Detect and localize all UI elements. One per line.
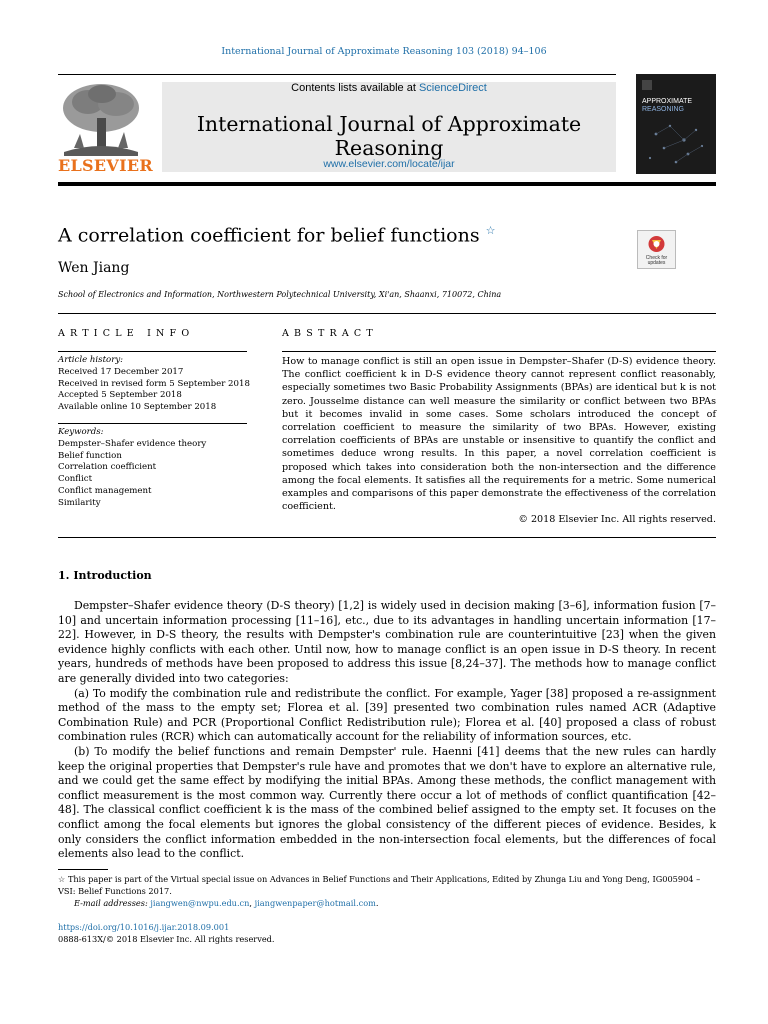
keywords-list xyxy=(58,427,206,510)
keyword-item: Dempster–Shafer evidence theory xyxy=(58,438,207,449)
abstract-bottom-rule xyxy=(58,537,716,538)
check-for-updates-button[interactable] xyxy=(637,230,676,269)
journal-url-link[interactable]: www.elsevier.com/locate/ijar xyxy=(323,158,455,170)
article-history xyxy=(58,355,250,414)
introduction-body xyxy=(58,599,716,862)
journal-citation-link[interactable]: International Journal of Approximate Reasoning 103 (2018) 94–106 xyxy=(221,46,547,57)
title-bottom-rule xyxy=(58,313,716,314)
journal-cover-image xyxy=(636,74,716,174)
badge-text-2: updates xyxy=(647,260,666,266)
contents-prefix: Contents lists available at xyxy=(291,82,419,94)
email-link-1[interactable]: jiangwen@nwpu.edu.cn xyxy=(150,898,250,908)
article-info-heading: ARTICLE INFO xyxy=(58,328,195,339)
email-label: E-mail addresses: xyxy=(74,898,148,908)
cover-title-line-1: APPROXIMATE xyxy=(642,98,693,105)
abstract-heading: ABSTRACT xyxy=(282,328,378,339)
badge-text-1: Check for xyxy=(645,255,668,261)
issn-copyright: 0888-613X/© 2018 Elsevier Inc. All rights reserved. xyxy=(58,934,275,944)
keywords-label: Keywords: xyxy=(58,427,104,437)
intro-paragraph: Dempster–Shafer evidence theory (D-S theory) [1,2] is widely used in decision making [3–6], information fusion [7–10] and uncertain information processing [11–16], etc., due to its advantages in handling uncertain information [17–22]. However, in D-S theory, the results with Dempster's combination rule are counterintuitive [23] when the given evidence highly conflicts with each other. Until now, how to manage conflict is an open issue in D-S theory. In recent years, hundreds of methods have been proposed to address this issue [8,24–37]. The methods how to manage conflict are generally divided into two categories: xyxy=(58,599,716,685)
abstract-rule xyxy=(282,351,716,352)
article-info-rule xyxy=(58,351,247,352)
top-rule xyxy=(58,74,616,75)
history-item: Received in revised form 5 September 2018 xyxy=(58,378,250,389)
sciencedirect-link[interactable]: ScienceDirect xyxy=(418,82,487,94)
history-label: Article history: xyxy=(58,355,124,365)
abstract-copyright: © 2018 Elsevier Inc. All rights reserved. xyxy=(518,514,716,526)
article-title-text: A correlation coefficient for belief functions xyxy=(58,224,480,247)
footnote-emails xyxy=(74,898,714,910)
cover-title-line-2: REASONING xyxy=(642,106,685,113)
elsevier-tree-logo xyxy=(58,82,144,156)
keyword-item: Similarity xyxy=(58,497,101,508)
keywords-rule xyxy=(58,423,247,424)
abstract-text: How to manage conflict is still an open issue in Dempster–Shafer (D-S) evidence theory. The conflict coefficient k in D-S evidence theory cannot represent conflict reasonably, especially sometimes two Basic Probability Assignments (BPAs) are identical but k is not zero. Jousselme distance can well measure the similarity or conflict between two BPAs but it becomes invalid in some cases. Some scholars introduced the concept of correlation coefficient to measure the similarity of two BPAs. However, existing correlation coefficients of BPAs are unstable or insensitive to quantify the conflict and sometimes deduce wrong results. In this paper, a novel correlation coefficient is proposed which takes into consideration both the non-intersection and the difference among the focal elements. It satisfies all the requirements for a metric. Some numerical examples and comparisons of this paper demonstrate the effectiveness of the correlation coefficient. xyxy=(282,356,716,513)
author-name[interactable]: Wen Jiang xyxy=(58,260,130,276)
elsevier-wordmark: ELSEVIER xyxy=(58,156,153,175)
abstract-body xyxy=(282,355,716,527)
keyword-item: Correlation coefficient xyxy=(58,462,157,473)
footnote-rule xyxy=(58,869,108,870)
article-title xyxy=(58,224,496,246)
history-item: Available online 10 September 2018 xyxy=(58,402,217,413)
footnote-special-issue: ☆ This paper is part of the Virtual special issue on Advances in Belief Functions and Their Applications, Edited by Zhunga Liu and Yong Deng, IG005904 – VSI: Belief Functions 2017. xyxy=(58,874,701,896)
intro-paragraph: (a) To modify the combination rule and redistribute the conflict. For example, Yager [38] proposed a re-assignment method of the mass to the empty set; Florea et al. [39] presented two combination rules named ACR (Adaptive Combination Rule) and PCR (Proportional Conflict Redistribution rule); Florea et al. [40] proposed a class of robust combination rules (RCR) which can automatically account for the reliability of information sources, etc. xyxy=(58,686,716,744)
author-affiliation: School of Electronics and Information, Northwestern Polytechnical University, Xi'an, Shaanxi, 710072, China xyxy=(58,290,502,299)
cover-title xyxy=(642,98,712,114)
journal-title: International Journal of Approximate Reasoning xyxy=(196,112,582,160)
keyword-item: Conflict management xyxy=(58,485,152,496)
intro-paragraph: (b) To modify the belief functions and remain Dempster' rule. Haenni [41] deems that the new rules can hardly keep the original properties that Dempster's rule have and promotes that we don't have to explore an alternative rule, and we could get the same effect by modifying the initial BPAs. Among these methods, the conflict management with conflict measurement is the most common way. Currently there occur a lot of methods of conflict quantification [42–48]. The classical conflict coefficient k is the mass of the combined belief assigned to the empty set. It focuses on the conflict among the focal elements but ignores the global consistency of the different pieces of evidence. Besides, k only considers the conflict information embedded in the non-intersection focal elements, but the differences of focal elements also lead to the conflict. xyxy=(58,744,716,861)
title-footnote-star-icon[interactable]: ☆ xyxy=(485,224,496,237)
keyword-item: Belief function xyxy=(58,450,122,461)
history-item: Received 17 December 2017 xyxy=(58,366,184,377)
contents-line xyxy=(162,82,616,94)
section-heading-introduction: 1. Introduction xyxy=(58,569,152,582)
email-separator: , xyxy=(249,898,255,908)
history-item: Accepted 5 September 2018 xyxy=(58,390,182,401)
email-end: . xyxy=(375,898,379,908)
email-link-2[interactable]: jiangwenpaper@hotmail.com xyxy=(254,898,376,908)
keyword-item: Conflict xyxy=(58,474,93,485)
doi-link[interactable]: https://doi.org/10.1016/j.ijar.2018.09.001 xyxy=(58,922,230,932)
masthead-bottom-rule xyxy=(58,182,716,186)
